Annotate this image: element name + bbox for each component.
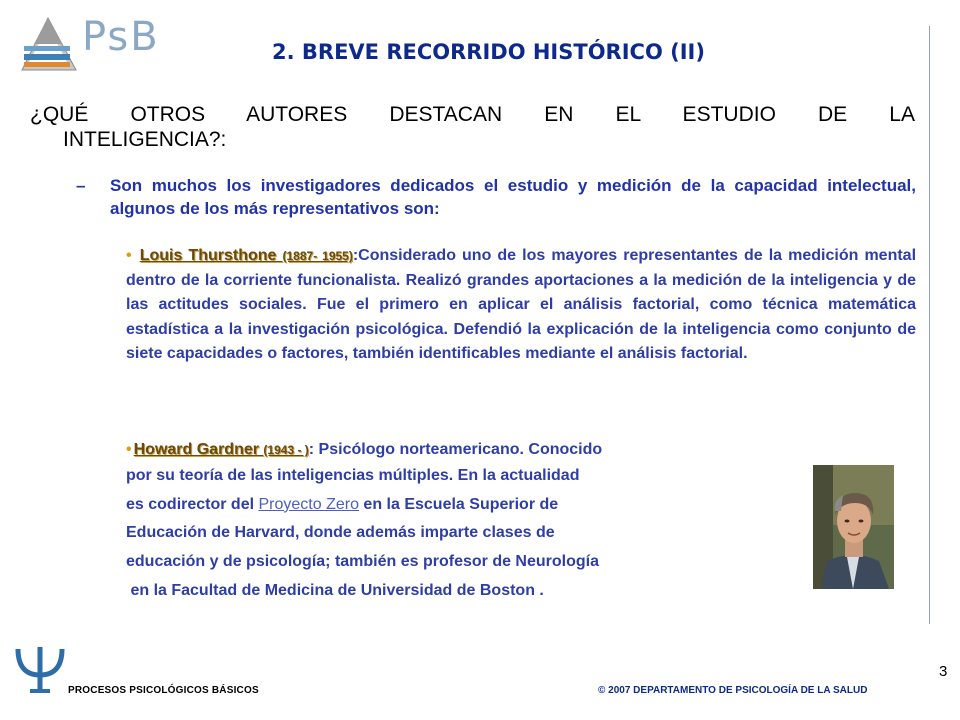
gardner-line-3-post: en la Escuela Superior de xyxy=(358,495,559,513)
gardner-line-4: Educación de Harvard, donde además imparte clases de xyxy=(126,524,555,542)
heading-line-2: INTELIGENCIA?: xyxy=(63,128,227,151)
slide-heading xyxy=(30,102,915,152)
author-name-link[interactable] xyxy=(134,441,309,458)
author-name: Louis Thursthone xyxy=(139,247,277,264)
psi-symbol-icon xyxy=(10,645,70,695)
footer-copyright: © 2007 DEPARTAMENTO DE PSICOLOGÍA DE LA SALUD xyxy=(598,685,868,696)
page-number: 3 xyxy=(939,663,948,680)
heading-line-1: ¿QUÉ OTROS AUTORES DESTACAN EN EL ESTUDIO DE LA xyxy=(30,103,915,126)
footer-course-name: PROCESOS PSICOLÓGICOS BÁSICOS xyxy=(68,685,259,696)
gardner-text-1: : Psicólogo norteamericano. Conocido xyxy=(308,441,603,458)
bullet-icon: • xyxy=(126,441,132,458)
author-item-thursthone xyxy=(126,244,916,367)
psb-logo-icon xyxy=(18,12,88,82)
author-years: (1887- 1955) xyxy=(282,249,353,263)
gardner-line-1 xyxy=(126,438,806,462)
right-divider xyxy=(929,26,930,624)
dash-marker: – xyxy=(76,176,86,195)
author-name: Howard Gardner xyxy=(133,441,259,458)
logo-text: PsB xyxy=(82,14,160,60)
gardner-line-3 xyxy=(126,491,806,520)
gardner-line-2: por su teoría de las inteligencias múltiples. En la actualidad xyxy=(126,467,580,484)
author-years: (1943 - ) xyxy=(263,443,309,457)
slide-title: 2. BREVE RECORRIDO HISTÓRICO (II) xyxy=(272,40,705,64)
gardner-line-3-pre: es codirector del xyxy=(126,495,259,513)
portrait-photo xyxy=(813,465,894,589)
gardner-line-6: en la Facultad de Medicina de Universidad de Boston . xyxy=(126,581,544,599)
gardner-line-5: educación y de psicología; también es profesor de Neurología xyxy=(126,553,599,571)
bullet-icon: • xyxy=(126,247,132,264)
author-item-gardner xyxy=(126,438,806,606)
proyecto-zero-link[interactable]: Proyecto Zero xyxy=(258,495,359,513)
sub-point-text: Son muchos los investigadores dedicados el estudio y medición de la capacidad intelectual, algunos de los más representativos son: xyxy=(110,176,916,218)
author-name-link[interactable] xyxy=(140,247,353,264)
sub-point xyxy=(76,174,916,220)
author-description: :Considerado uno de los mayores representantes de la medición mental dentro de la corriente funcionalista. Realizó grandes aportaciones a la medición de la inteligencia y de las actitudes sociales. Fue el primero en aplicar el análisis factorial, como técnica matemática estadística a la investigación psicológica. Defendió la explicación de la inteligencia como conjunto de siete capacidades o factores, también identificables mediante el análisis factorial. xyxy=(126,247,917,363)
